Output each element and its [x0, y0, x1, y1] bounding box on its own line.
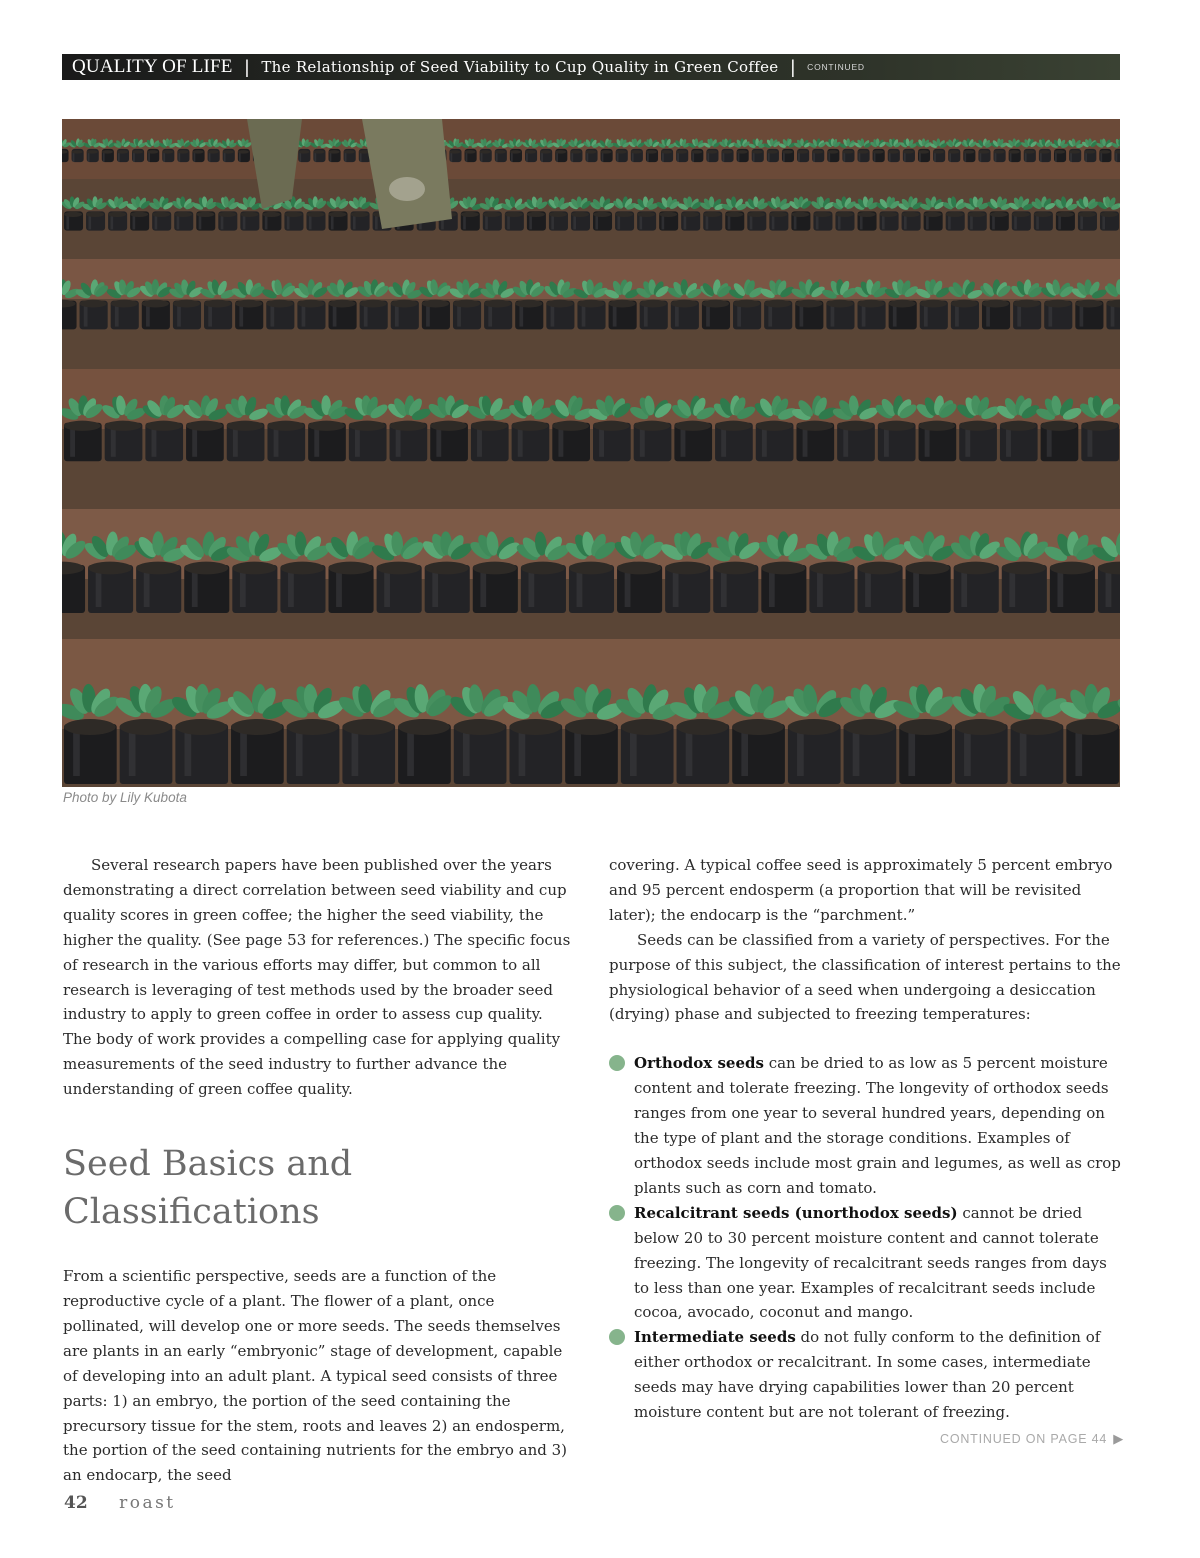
intro-paragraph: Several research papers have been published over the years demonstrating a direct correlation between seed viability and cup quality scores in green coffee; the higher the seed viability, the higher the quality. (See page 53 for references.) The specific focus of research in the various efforts may differ, but common to all research is leveraging of test methods used by the broader seed industry to apply to green coffee in order to assess cup quality. The body of work provides a compelling case for applying quality measurements of the seed industry to further advance the understanding of green coffee quality. [63, 856, 571, 1099]
continuation-paragraph: covering. A typical coffee seed is approximately 5 percent embryo and 95 percent endosperm (a proportion that will be revisited later); the endocarp is the “parchment.” [609, 856, 1113, 924]
section-header-bar [62, 54, 1120, 80]
page-number: 42 [64, 1493, 88, 1513]
page-footer [64, 1493, 176, 1513]
body-paragraph: From a scientific perspective, seeds are a function of the reproductive cycle of a plant. The flower of a plant, once pollinated, will develop one or more seeds. The seeds themselves are plants in an early “embryonic” stage of development, capable of developing into an adult plant. A typical seed consists of three parts: 1) an embryo, the portion of the seed containing the precursory tissue for the stem, roots and leaves 2) an endosperm, the portion of the seed containing nutrients for the embryo and 3) an endocarp, the seed [63, 1267, 567, 1485]
coffee-seedlings-photo [62, 119, 1120, 787]
bullet-dot-icon [609, 1205, 625, 1221]
continued-note: CONTINUED ON PAGE 44 [940, 1432, 1108, 1446]
list-item [609, 1051, 1121, 1200]
header-separator-2: | [790, 56, 796, 77]
list-item [609, 1201, 1121, 1326]
bullet-term: Orthodox seeds [634, 1054, 764, 1073]
right-column [609, 853, 1121, 1425]
photo-credit: Photo by Lily Kubota [63, 790, 187, 805]
play-arrow-icon: ▶ [1113, 1431, 1124, 1446]
continued-on-page-link[interactable] [940, 1431, 1124, 1447]
list-item [609, 1325, 1121, 1425]
section-name: QUALITY OF LIFE [72, 56, 233, 77]
bullet-dot-icon [609, 1329, 625, 1345]
magazine-name: roast [119, 1493, 176, 1513]
bullet-term: Intermediate seeds [634, 1328, 796, 1347]
continued-label: CONTINUED [807, 62, 865, 72]
photo-illustration [62, 119, 1120, 787]
bullet-text: cannot be dried below 20 to 30 percent moisture content and cannot tolerate freezing. The longevity of recalcitrant seeds ranges from days to less than one year. Examples of recalcitrant seeds include cocoa, avocado, coconut and mango. [634, 1203, 1107, 1322]
left-column [63, 853, 575, 1488]
bullet-text: do not fully conform to the definition of either orthodox or recalcitrant. In some cases, intermediate seeds may have drying capabilities lower than 20 percent moisture content but are not tolerant of freezing. [634, 1328, 1101, 1422]
section-heading: Seed Basics and Classifications [63, 1144, 353, 1233]
classification-paragraph: Seeds can be classified from a variety of perspectives. For the purpose of this subject, the classification of interest pertains to the physiological behavior of a seed when undergoing a desiccation (drying) phase and subjected to freezing temperatures: [609, 930, 1121, 1024]
bullet-text: can be dried to as low as 5 percent moisture content and tolerate freezing. The longevity of orthodox seeds ranges from one year to several hundred years, depending on the type of plant and the storage conditions. Examples of orthodox seeds include most grain and legumes, as well as crop plants such as corn and tomato. [634, 1054, 1121, 1197]
seed-type-list [609, 1051, 1121, 1425]
bullet-dot-icon [609, 1055, 625, 1071]
bullet-term: Recalcitrant seeds (unorthodox seeds) [634, 1203, 958, 1222]
header-separator: | [244, 56, 250, 77]
article-title: The Relationship of Seed Viability to Cup Quality in Green Coffee [261, 58, 779, 76]
